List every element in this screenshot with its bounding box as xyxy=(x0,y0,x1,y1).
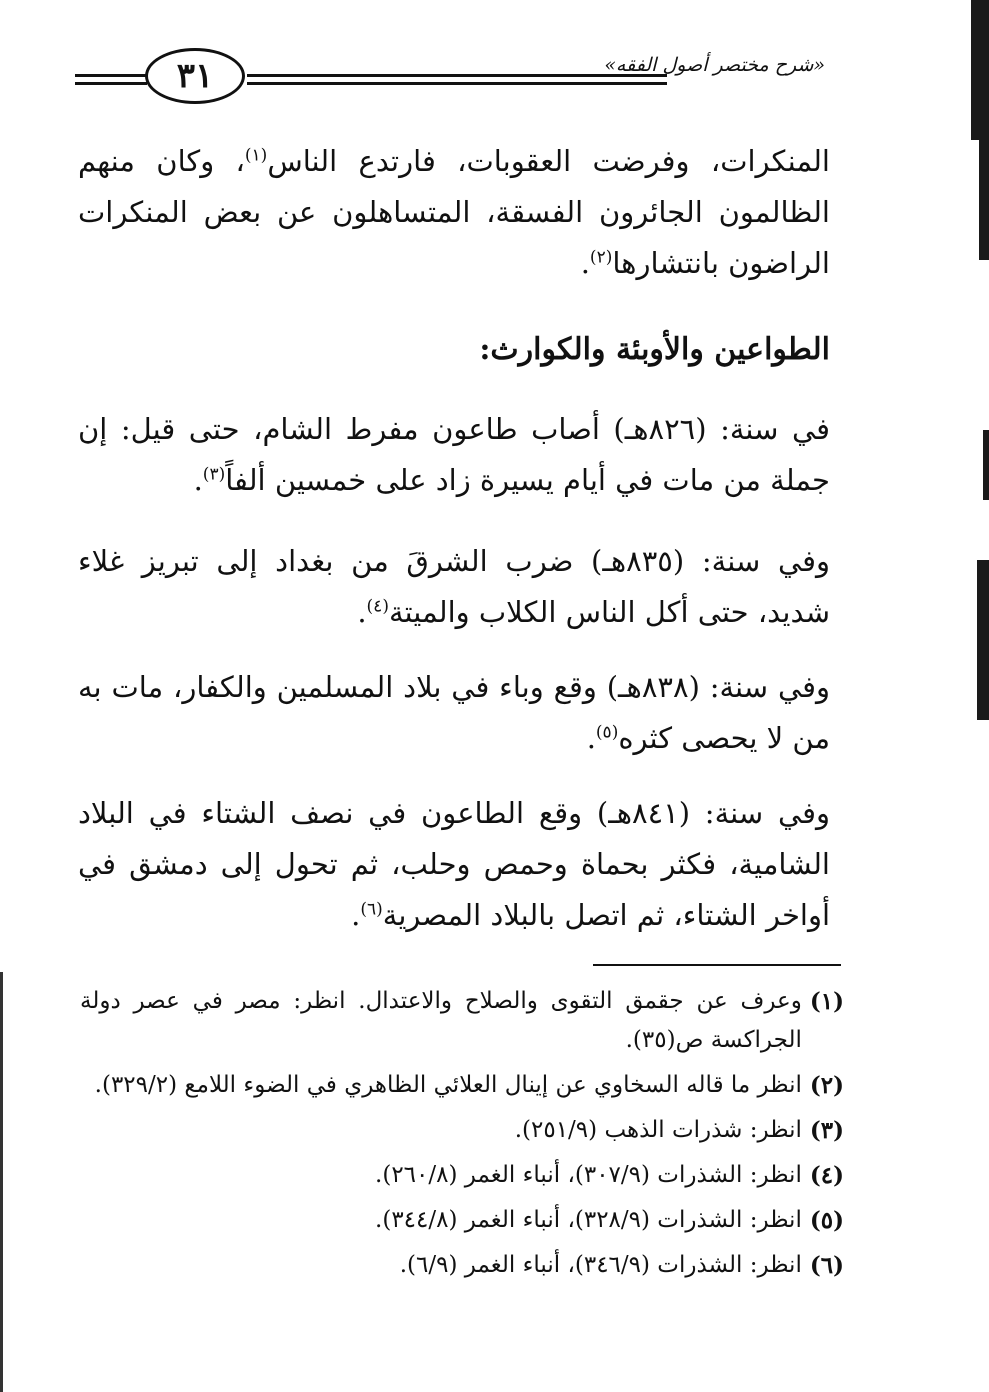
paragraph-2-end: . xyxy=(193,463,203,497)
paragraph-5-end: . xyxy=(351,898,361,932)
running-title: «شرح مختصر أصول الفقه» xyxy=(604,54,825,76)
paragraph-2-text: في سنة: (٨٢٦هـ) أصاب طاعون مفرط الشام، حتى قيل: إن جملة من مات في أيام يسيرة زاد على خمسين ألفاً xyxy=(78,412,830,497)
scan-edge-shadow xyxy=(967,0,989,1000)
footnote-text: انظر: الشذرات (٣٢٨/٩)، أنباء الغمر (٣٤٤/٨). xyxy=(375,1207,802,1233)
footnote-2 xyxy=(80,1066,844,1105)
header-rule-right-bottom xyxy=(247,82,667,85)
footnote-number: (٤) xyxy=(809,1162,844,1189)
paragraph-4-end: . xyxy=(586,721,596,755)
paragraph-3-end: . xyxy=(357,595,367,629)
scan-edge-segment xyxy=(979,140,989,260)
footnote-1 xyxy=(80,982,844,1060)
footnote-text: انظر ما قاله السخاوي عن إينال العلائي الظاهري في الضوء اللامع (٣٢٩/٢). xyxy=(94,1072,802,1098)
paragraph-1-text-b: ، وكان منهم الظالمون الجائرون الفسقة، المتساهلون عن بعض المنكرات الراضون بانتشارها xyxy=(78,144,830,280)
footnote-number: (٥) xyxy=(809,1207,844,1234)
scan-edge-segment xyxy=(971,0,989,140)
footnote-text: وعرف عن جقمق التقوى والصلاح والاعتدال. انظر: مصر في عصر دولة الجراكسة ص(٣٥). xyxy=(80,988,802,1053)
footnote-ref-4: (٤) xyxy=(366,596,389,617)
paragraph-1 xyxy=(78,136,830,289)
paragraph-4-text: وفي سنة: (٨٣٨هـ) وقع وباء في بلاد المسلمين والكفار، مات به من لا يحصى كثره xyxy=(78,670,830,755)
footnote-number: (٦) xyxy=(809,1252,844,1279)
paragraph-1-text-a: المنكرات، وفرضت العقوبات، فارتدع الناس xyxy=(267,144,830,178)
footnote-text: انظر: الشذرات (٣٠٧/٩)، أنباء الغمر (٢٦٠/٨). xyxy=(375,1162,802,1188)
paragraph-2 xyxy=(78,404,830,506)
footnote-number: (١) xyxy=(809,988,844,1015)
page-header xyxy=(75,46,825,106)
footnote-ref-2: (٢) xyxy=(589,247,613,268)
footnote-number: (٢) xyxy=(809,1072,844,1099)
footnote-separator xyxy=(593,964,841,966)
paragraph-5 xyxy=(78,788,830,941)
scan-edge-segment xyxy=(983,430,989,500)
footnote-4 xyxy=(80,1156,844,1195)
paragraph-3-text: وفي سنة: (٨٣٥هـ) ضرب الشرقَ من بغداد إلى تبريز غلاء شديد، حتى أكل الناس الكلاب والميتة xyxy=(78,544,830,629)
footnote-3 xyxy=(80,1111,844,1150)
footnote-5 xyxy=(80,1201,844,1240)
page-number: ٣١ xyxy=(145,48,245,104)
scan-margin-mark xyxy=(0,972,3,1392)
footnote-number: (٣) xyxy=(809,1117,844,1144)
paragraph-4 xyxy=(78,662,830,764)
footnote-ref-3: (٣) xyxy=(202,464,226,485)
footnote-6 xyxy=(80,1246,844,1285)
paragraph-3 xyxy=(78,536,830,638)
footnotes xyxy=(80,982,844,1291)
footnote-ref-1: (١) xyxy=(244,145,268,166)
footnote-ref-5: (٥) xyxy=(595,722,619,743)
paragraph-1-end: . xyxy=(580,246,590,280)
header-rule-left-top xyxy=(75,74,147,77)
footnote-ref-6: (٦) xyxy=(360,899,383,920)
scan-edge-segment xyxy=(977,560,989,720)
footnote-text: انظر: الشذرات (٣٤٦/٩)، أنباء الغمر (٦/٩). xyxy=(399,1252,802,1278)
footnote-text: انظر: شذرات الذهب (٢٥١/٩). xyxy=(514,1117,802,1143)
header-rule-left-bottom xyxy=(75,82,147,85)
paragraph-5-text: وفي سنة: (٨٤١هـ) وقع الطاعون في نصف الشتاء في البلاد الشامية، فكثر بحماة وحمص وحلب، ثم تحول إلى دمشق في أواخر الشتاء، ثم اتصل بالبلاد المصرية xyxy=(78,796,830,932)
section-heading: الطواعين والأوبئة والكوارث: xyxy=(479,332,830,367)
